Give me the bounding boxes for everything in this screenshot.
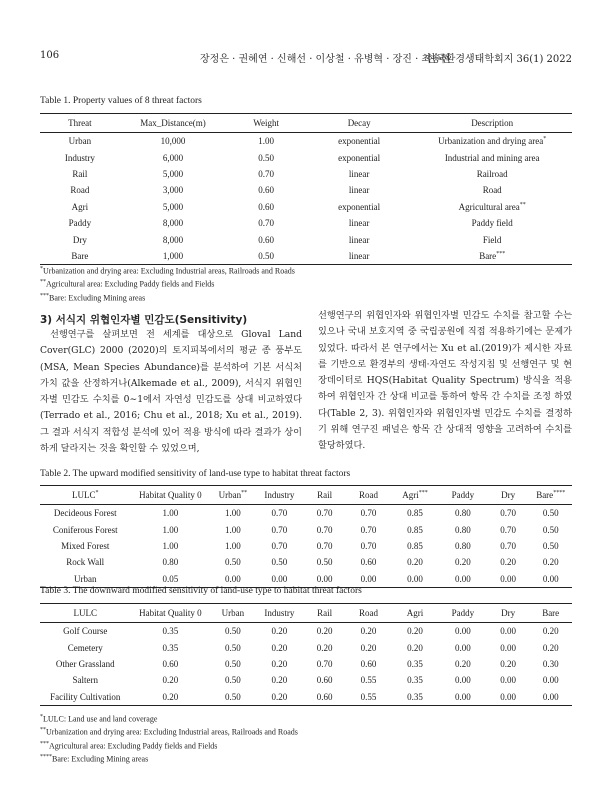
table-cell: 0.20 (542, 642, 559, 653)
table2-column-header: Urban** (210, 486, 255, 505)
table2 (40, 485, 572, 588)
table-row (40, 505, 572, 522)
table-cell: linear (348, 218, 370, 229)
table-cell: 0.00 (210, 571, 255, 588)
table-cell: 0.60 (258, 185, 274, 196)
table-cell: linear (348, 185, 370, 196)
table1-caption: Table 1. Property values of 8 threat factors (40, 96, 202, 106)
table-cell: 5,000 (162, 201, 184, 212)
footnote-mark: *** (40, 292, 49, 299)
right-paragraph: 선행연구의 위협인자와 위협인자별 민감도 수치를 참고할 수는 있으나 국내 보호지역 중 국립공원에 직접 적용하기에는 문제가 있었다. 따라서 본 연구에서는 Xu et al.(2019)가 제시한 자료를 기반으로 환경부의 생태·자연도 작성지침 및 선행연구 및 현장데이터로 HQS(Habitat Quality Spectrum) 방식을 적용하여 위협인자 간 상대 비교를 통하여 항목 간 수치를 조정 하였다(Table 2, 3). 위협인자와 위협인자별 민감도 수치를 결정하기 위해 연구진 패널은 항목 간 상대적 영향을 고려하여 수치를 할당하였다. (318, 310, 572, 452)
table-cell: 1.00 (258, 136, 274, 147)
table-cell: 0.60 (258, 234, 274, 245)
table-cell: Paddy (68, 218, 92, 229)
footnote-mark: *** (496, 250, 506, 257)
table-cell: 0.20 (542, 557, 559, 568)
footnote (40, 264, 295, 277)
table-cell: 0.35 (407, 658, 423, 669)
table-row (40, 656, 572, 672)
table-cell: 0.55 (360, 675, 377, 686)
table-cell: Agri (71, 201, 89, 212)
table-cell: 0.00 (500, 642, 516, 653)
table-cell: 0.35 (391, 689, 439, 706)
page-number: 106 (40, 50, 60, 61)
table-cell: 0.70 (271, 508, 288, 519)
table3-column-header: Paddy (439, 604, 487, 623)
table-cell: 0.00 (487, 571, 530, 588)
table-cell: Industry (64, 152, 95, 163)
table1-header-row (40, 114, 572, 133)
table-cell: Paddy field (471, 218, 513, 229)
footnote (40, 752, 298, 765)
table-cell: 0.50 (224, 557, 241, 568)
table-cell: Coniferous Forest (52, 524, 118, 535)
table-cell: 0.70 (316, 540, 333, 551)
left-paragraph: 선행연구를 살펴보면 전 세계를 대상으로 Gloval Land Cover(GLC) 2000 (2020)의 토지피복에서의 평균 종 풍부도(MSA, Mean Species Abundance)를 분석하여 기본 서식처 가치 값을 산정하거나(Alkemade et al., 2009), 서식지 위협인자별 민감도 수치를 0∼1에서 자연성 민감도를 상대 비교하였다(Terrado et al., 2016; Chu et al., 2018; Xu et al., 2019). 그 결과 서식지 적합성 분석에 있어 적용 방식에 따라 결과가 상이하게 달라지는 것을 확인할 수 있었으며, (40, 329, 302, 455)
table2-column-header: Dry (487, 486, 530, 505)
table-cell: 0.20 (271, 658, 288, 669)
table1-notes (40, 264, 295, 304)
table-cell: linear (348, 168, 370, 179)
table-row (40, 231, 572, 247)
table2-caption: Table 2. The upward modified sensitivity of land-use type to habitat threat factors (40, 469, 351, 479)
table-cell: 8,000 (162, 234, 184, 245)
table-cell: 0.00 (529, 689, 572, 706)
table-cell: 0.70 (271, 524, 288, 535)
running-header (40, 50, 572, 64)
table-cell: linear (306, 248, 412, 265)
table-cell: 0.50 (226, 248, 306, 265)
table-cell: 0.70 (316, 524, 333, 535)
table-row (40, 538, 572, 554)
table-row (40, 571, 572, 588)
table-row (40, 133, 572, 150)
table-cell: 1.00 (162, 524, 179, 535)
table-cell: 0.00 (455, 626, 471, 637)
table-cell: 0.80 (455, 508, 471, 519)
table-cell: 0.70 (316, 658, 333, 669)
table3 (40, 603, 572, 706)
table-cell: 10,000 (160, 136, 186, 147)
table2-column-header: LULC* (40, 486, 130, 505)
table-cell: Road (70, 185, 90, 196)
table-cell: 1.00 (224, 524, 241, 535)
table-cell: 0.35 (162, 626, 179, 637)
table2-column-header: Road (346, 486, 391, 505)
table-cell: 1.00 (162, 508, 179, 519)
table-cell: Road (482, 185, 502, 196)
table-row (40, 215, 572, 231)
table-cell: Facility Cultivation (40, 689, 130, 706)
table-cell: 0.20 (255, 689, 303, 706)
table-cell: 0.60 (258, 201, 274, 212)
table-cell: 0.00 (455, 642, 471, 653)
table-cell: 0.70 (500, 524, 516, 535)
table-cell: 0.70 (258, 218, 274, 229)
table3-column-header: Agri (391, 604, 439, 623)
footnote-text: LULC: Land use and land coverage (43, 714, 158, 724)
table-cell: Railroad (476, 168, 508, 179)
table-cell: linear (348, 234, 370, 245)
table-cell: Decideous Forest (53, 508, 117, 519)
table-cell: Dry (72, 234, 87, 245)
table-cell: 0.85 (407, 540, 423, 551)
table3-column-header: Urban (210, 604, 255, 623)
footnote-mark: ** (40, 279, 46, 286)
table-cell: 0.50 (271, 557, 288, 568)
table1-column-header: Decay (306, 114, 412, 133)
table-cell: Other Grassland (55, 658, 115, 669)
author-list: 장정은 · 권혜연 · 신해선 · 이상철 · 유병혁 · 장진 · 최송현 (200, 54, 451, 65)
table-cell: 0.20 (360, 626, 377, 637)
table-cell: 0.70 (271, 540, 288, 551)
footnote-mark: * (543, 136, 547, 143)
table-cell: 0.50 (224, 658, 241, 669)
table-row (40, 149, 572, 165)
footnote (40, 712, 298, 725)
table-cell: 0.00 (455, 675, 471, 686)
table2-column-header: Rail (303, 486, 346, 505)
table3-column-header: Habitat Quality 0 (130, 604, 210, 623)
table-cell: 0.20 (271, 642, 288, 653)
table-cell: 0.50 (210, 689, 255, 706)
footnote-text: Urbanization and drying area: Excluding Industrial areas, Railroads and Roads (46, 728, 298, 738)
table-cell: Urbanization and drying area* (438, 136, 547, 147)
table3-header-row (40, 604, 572, 623)
table-cell: 0.85 (407, 508, 423, 519)
table-cell: 0.80 (455, 524, 471, 535)
table3-caption: Table 3. The downward modified sensitivity of land-use type to habitat threat factors (40, 586, 362, 596)
table1-body (40, 133, 572, 265)
table1-column-header: Description (412, 114, 572, 133)
table-cell: 0.60 (316, 675, 333, 686)
table-cell: 1.00 (162, 540, 179, 551)
table-cell: 0.60 (303, 689, 346, 706)
table-row (40, 672, 572, 688)
table-cell: 1.00 (224, 508, 241, 519)
table3-column-header: Bare (529, 604, 572, 623)
table3-body (40, 623, 572, 706)
table-cell: 0.00 (500, 626, 516, 637)
table-cell: 0.50 (542, 508, 559, 519)
table3-column-header: Industry (255, 604, 303, 623)
table3-column-header: Rail (303, 604, 346, 623)
table-cell: 6,000 (162, 152, 184, 163)
footnote-mark: ** (241, 490, 248, 496)
table3-column-header: LULC (40, 604, 130, 623)
table-cell: Mixed Forest (61, 540, 110, 551)
table-cell: 0.20 (407, 642, 423, 653)
table-cell: Agricultural area** (458, 201, 526, 212)
table-cell: 0.60 (360, 557, 377, 568)
table-cell: 0.70 (360, 524, 377, 535)
table-cell: exponential (338, 201, 381, 212)
table2-header-row (40, 486, 572, 505)
table-cell: 0.50 (224, 675, 241, 686)
footnote (40, 291, 295, 304)
footnote-mark: ** (40, 727, 46, 734)
table-cell: 0.00 (439, 689, 487, 706)
table-cell: 0.20 (542, 626, 559, 637)
table-cell: 0.20 (455, 557, 471, 568)
table-cell: 0.50 (542, 524, 559, 535)
table1-column-header: Max_Distance(m) (120, 114, 226, 133)
table-cell: Urban (68, 136, 92, 147)
table-cell: 0.00 (500, 675, 516, 686)
footnote-mark: * (95, 490, 99, 496)
table-cell: 0.00 (391, 571, 439, 588)
table-cell: Rail (72, 168, 88, 179)
table-cell: 0.20 (407, 626, 423, 637)
footnote (40, 725, 298, 738)
footnote-mark: * (40, 714, 43, 720)
footnote-mark: *** (418, 490, 428, 496)
table-cell: 0.20 (407, 557, 423, 568)
table-cell: Industrial and mining area (444, 152, 540, 163)
table2-column-header: Bare**** (529, 486, 572, 505)
table-cell: 0.00 (255, 571, 303, 588)
footnote-mark: *** (40, 740, 49, 747)
table-cell: 0.35 (407, 675, 423, 686)
table-cell: 0.70 (360, 540, 377, 551)
table-row (40, 639, 572, 655)
table-row (40, 166, 572, 182)
table-cell: 3,000 (162, 185, 184, 196)
table-cell: 0.80 (455, 540, 471, 551)
table2-column-header: Industry (255, 486, 303, 505)
table-cell: 0.00 (346, 571, 391, 588)
table-cell: Saltern (72, 675, 98, 686)
table-row (40, 623, 572, 640)
table-cell: 0.00 (542, 675, 559, 686)
table3-notes (40, 712, 298, 766)
table-cell: 0.70 (360, 508, 377, 519)
table-cell: 0.70 (258, 168, 274, 179)
table1 (40, 113, 572, 265)
footnote (40, 277, 295, 290)
footnote-mark: **** (40, 754, 52, 761)
table-cell: 0.20 (162, 675, 179, 686)
footnote-mark: * (40, 266, 43, 272)
table-cell: 0.70 (500, 508, 516, 519)
table1-column-header: Weight (226, 114, 306, 133)
footnote-text: Bare: Excluding Mining areas (52, 755, 149, 765)
table-cell: 0.20 (316, 626, 333, 637)
table-cell: 0.20 (271, 675, 288, 686)
table-cell: exponential (338, 136, 381, 147)
footnote-mark: ** (519, 201, 526, 208)
table-cell: Urban (40, 571, 130, 588)
table-cell: 0.70 (500, 540, 516, 551)
table-cell: Golf Course (63, 626, 108, 637)
table2-column-header: Agri*** (391, 486, 439, 505)
table-cell: 0.05 (130, 571, 210, 588)
table2-body (40, 505, 572, 588)
table-row (40, 689, 572, 706)
table2-column-header: Habitat Quality 0 (130, 486, 210, 505)
table-row (40, 182, 572, 198)
table-cell: 0.20 (455, 658, 471, 669)
table-cell: 5,000 (162, 168, 184, 179)
table-cell: 0.60 (360, 658, 377, 669)
table-cell: 0.50 (258, 152, 274, 163)
table-cell: 0.50 (316, 557, 333, 568)
table-cell: 0.20 (500, 658, 516, 669)
table-cell: 0.85 (407, 524, 423, 535)
table-cell: 0.20 (500, 557, 516, 568)
table-row (40, 521, 572, 537)
footnote-text: Agricultural area: Excluding Paddy fields and Fields (49, 741, 218, 751)
footnote-text: Urbanization and drying area: Excluding Industrial areas, Railroads and Roads (43, 266, 295, 276)
table-cell: 0.70 (316, 508, 333, 519)
table-cell: 0.20 (360, 642, 377, 653)
table-cell: 1.00 (224, 540, 241, 551)
table-cell: Cemetery (67, 642, 103, 653)
table-cell: Rock Wall (66, 557, 105, 568)
table-cell: 0.30 (542, 658, 559, 669)
table-cell: 0.20 (316, 642, 333, 653)
section-heading: 3) 서식지 위협인자별 민감도(Sensitivity) (40, 314, 248, 326)
footnote-text: Bare: Excluding Mining areas (49, 293, 146, 303)
table-cell: 0.60 (162, 658, 179, 669)
table-cell: 0.35 (162, 642, 179, 653)
table-cell: exponential (338, 152, 381, 163)
table-row (40, 248, 572, 265)
table-cell: 0.50 (224, 626, 241, 637)
table-cell: 0.00 (303, 571, 346, 588)
table2-column-header: Paddy (439, 486, 487, 505)
table-cell: Field (482, 234, 502, 245)
footnote-text: Agricultural area: Excluding Paddy fields and Fields (46, 280, 215, 290)
table3-column-header: Dry (487, 604, 530, 623)
table1-column-header: Threat (40, 114, 120, 133)
journal-citation: 한국환경생태학회지 36(1) 2022 (426, 54, 572, 65)
table-cell: 0.55 (346, 689, 391, 706)
table-cell: 1,000 (120, 248, 226, 265)
table-cell: 8,000 (162, 218, 184, 229)
table-cell: 0.50 (224, 642, 241, 653)
table-cell: 0.00 (439, 571, 487, 588)
table-cell: 0.80 (162, 557, 179, 568)
table3-column-header: Road (346, 604, 391, 623)
table-row (40, 554, 572, 570)
footnote (40, 739, 298, 752)
table-cell: 0.00 (529, 571, 572, 588)
footnote-mark: **** (553, 490, 566, 496)
table-cell: 0.20 (271, 626, 288, 637)
table-cell: Bare*** (412, 248, 572, 265)
table-cell: 0.00 (487, 689, 530, 706)
table-cell: 0.50 (542, 540, 559, 551)
table-row (40, 199, 572, 215)
table-cell: 0.20 (130, 689, 210, 706)
table-cell: Bare (40, 248, 120, 265)
